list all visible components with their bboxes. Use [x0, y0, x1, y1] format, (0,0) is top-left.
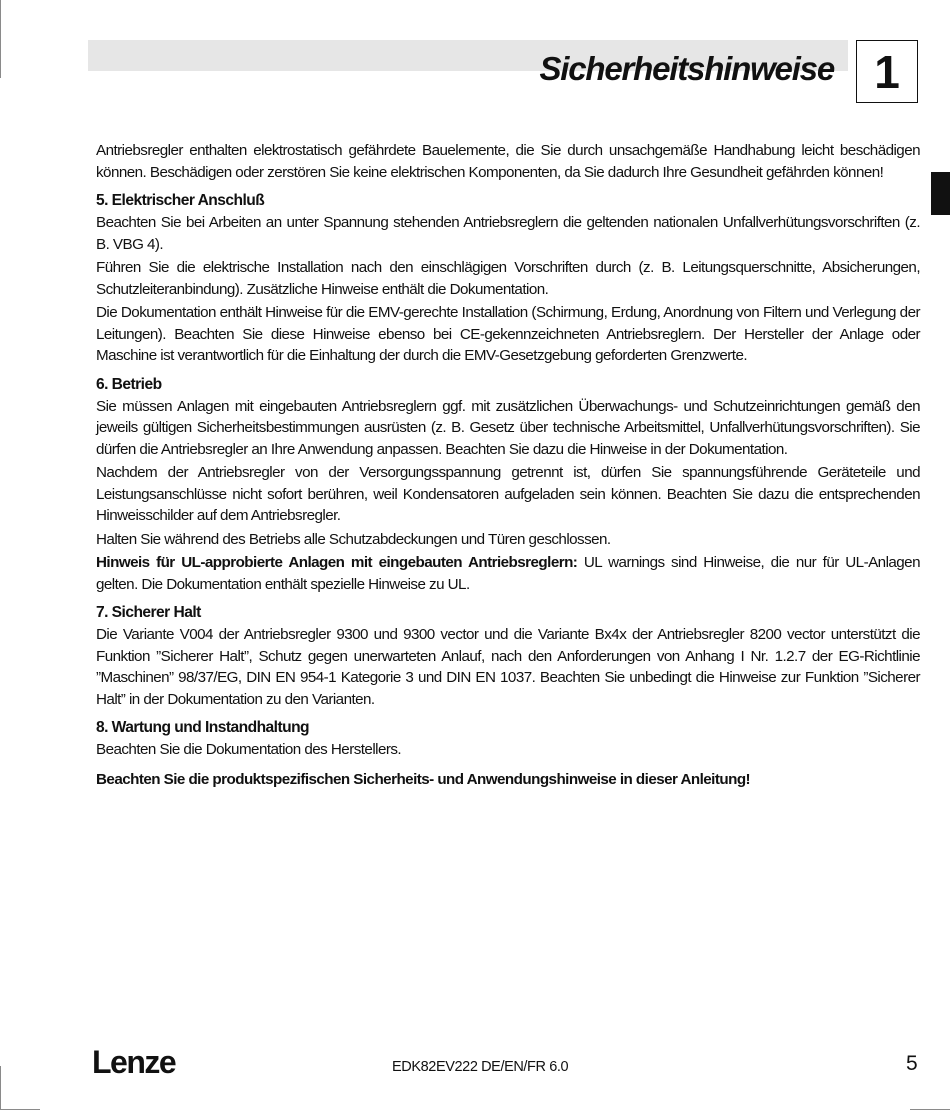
paragraph: Beachten Sie bei Arbeiten an unter Spannung stehenden Antriebsreglern die geltenden nationalen Unfallverhütungsvorschriften (z. B. VBG 4). [96, 214, 920, 253]
brand-logo: Lenze [92, 1044, 176, 1080]
document-id: EDK82EV222 DE/EN/FR 6.0 [392, 1059, 569, 1075]
page-number: 5 [906, 1052, 918, 1075]
page-title: Sicherheitshinweise [539, 50, 834, 87]
document-body [96, 140, 920, 792]
paragraph: Nachdem der Antriebsregler von der Versorgungsspannung getrennt ist, dürfen Sie spannungsführende Geräteteile und Leistungsanschlüsse nicht sofort berühren, weil Kondensatoren aufgeladen sein können. Beachten Sie dazu die entsprechenden Hinweisschilder auf dem Antriebsregler. [96, 464, 920, 524]
ul-note-label: Hinweis für UL-approbierte Anlagen mit eingebauten Antriebsreglern: [96, 554, 578, 571]
chapter-edge-tab [931, 172, 950, 215]
section-heading: 6. Betrieb [96, 375, 162, 393]
final-note: Beachten Sie die produktspezifischen Sicherheits- und Anwendungshinweise in dieser Anleitung! [96, 770, 751, 788]
intro-paragraph: Antriebsregler enthalten elektrostatisch gefährdete Bauelemente, die Sie durch unsachgemäße Handhabung leicht beschädigen können. Beschädigen oder zerstören Sie keine elektrischen Komponenten, da Sie dadurch Ihre Gesundheit gefährden können! [96, 142, 920, 181]
chapter-number-box: 1 [856, 40, 918, 103]
crop-mark [0, 0, 1, 78]
paragraph: Halten Sie während des Betriebs alle Schutzabdeckungen und Türen geschlossen. [96, 530, 611, 548]
paragraph: Beachten Sie die Dokumentation des Herstellers. [96, 741, 402, 758]
section-heading: 7. Sicherer Halt [96, 604, 201, 621]
paragraph: Die Dokumentation enthält Hinweise für die EMV-gerechte Installation (Schirmung, Erdung, Anordnung von Filtern und Verlegung der Leitungen). Beachten Sie diese Hinweise ebenso bei CE-gekennzeichneten Antriebsreglern. Der Hersteller der Anlage oder Maschine ist verantwortlich für die Einhaltung der durch die EMV-Gesetzgebung geforderten Grenzwerte. [96, 304, 920, 364]
crop-mark [0, 1066, 1, 1110]
ul-note [96, 552, 920, 595]
paragraph: Führen Sie die elektrische Installation nach den einschlägigen Vorschriften durch (z. B. Leitungsquerschnitte, Absicherungen, Schutzleiteranbindung). Zusätzliche Hinweise enthält die Dokumentation. [96, 259, 920, 298]
paragraph: Sie müssen Anlagen mit eingebauten Antriebsreglern ggf. mit zusätzlichen Überwachungs- und Schutzeinrichtungen gemäß den jeweils gültigen Sicherheitsbestimmungen ausrüsten (z. B. Gesetz über technische Arbeitsmittel, Unfallverhütungsvorschriften). Sie dürfen die Antriebsregler an Ihre Anwendung anpassen. Beachten Sie dazu die Hinweise in der Dokumentation. [96, 397, 920, 458]
ul-note-text: UL warnings sind Hinweise, die nur für UL-Anlagen gelten. Die Dokumentation enthält spezielle Hinweise zu UL. [96, 554, 920, 593]
section-heading: 8. Wartung und Instandhaltung [96, 719, 310, 736]
section-heading: 5. Elektrischer Anschluß [96, 192, 265, 209]
paragraph: Die Variante V004 der Antriebsregler 9300 und 9300 vector und die Variante Bx4x der Antriebsregler 8200 vector unterstützt die Funktion ”Sicherer Halt”, Schutz gegen unerwarteten Anlauf, nach den Anforderungen von Anhang I Nr. 1.2.7 der EG-Richtlinie ”Maschinen” 98/37/EG, DIN EN 954-1 Kategorie 3 und DIN EN 1037. Beachten Sie unbedingt die Hinweise zur Funktion ”Sicherer Halt” in der Dokumentation zu den Varianten. [96, 626, 920, 708]
